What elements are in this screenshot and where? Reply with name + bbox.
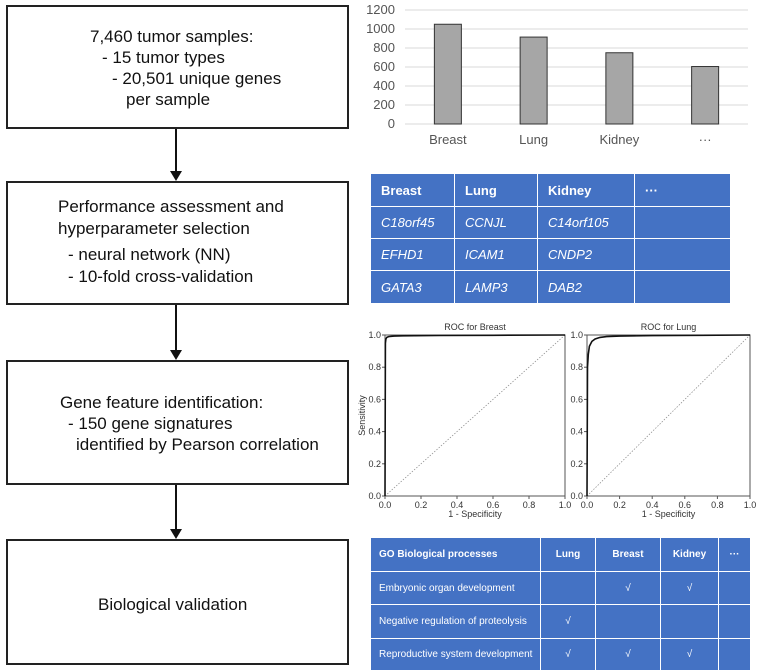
gene-table-cell: ICAM1 <box>455 239 538 271</box>
roc-xtick-label: 0.0 <box>580 500 594 510</box>
go-table-header: ··· <box>719 538 751 572</box>
roc-ytick-label: 0.2 <box>368 458 381 469</box>
go-table-cell: √ <box>596 639 661 671</box>
go-table-cell <box>719 639 751 671</box>
go-table-cell: √ <box>541 639 596 671</box>
roc-ytick-label: 0.0 <box>368 491 381 501</box>
bar <box>692 67 719 124</box>
go-table-cell <box>719 572 751 605</box>
gene-table-header: Kidney <box>538 174 635 207</box>
roc-xtick-label: 0.8 <box>711 500 724 510</box>
bar-ytick-label: 1000 <box>366 21 395 36</box>
gene-table-cell <box>635 239 731 271</box>
go-table-cell <box>541 572 596 605</box>
bar-chart <box>360 0 758 160</box>
roc-xtick-label: 0.2 <box>613 500 626 510</box>
roc-ytick-label: 1.0 <box>368 330 381 340</box>
roc-xtick-label: 1.0 <box>743 500 757 510</box>
roc-xtick-label: 0.2 <box>414 500 428 510</box>
gene-table-cell <box>635 271 731 304</box>
gene-table-cell: EFHD1 <box>371 239 455 271</box>
bar-ytick-label: 600 <box>373 59 395 74</box>
bar-ytick-label: 200 <box>373 97 395 112</box>
box-line: Biological validation <box>98 595 248 614</box>
flow-box-performance <box>6 181 349 305</box>
go-process-table <box>370 537 751 671</box>
gene-signature-table <box>370 173 731 304</box>
roc-xtick-label: 0.6 <box>678 500 692 510</box>
roc-ytick-label: 0.6 <box>570 394 583 405</box>
gene-table-header: Lung <box>455 174 538 207</box>
box-line: - 150 gene signatures <box>68 414 233 433</box>
roc-xtick-label: 0.6 <box>486 500 500 510</box>
roc-xtick-label: 0.4 <box>450 500 464 510</box>
go-table-header: Breast <box>596 538 661 572</box>
gene-table-cell: CNDP2 <box>538 239 635 271</box>
bar-ytick-label: 400 <box>373 78 395 93</box>
box-line: hyperparameter selection <box>58 219 250 238</box>
box-line: - 15 tumor types <box>102 48 225 67</box>
gene-table-cell <box>635 207 731 239</box>
go-table-cell: Negative regulation of proteolysis <box>371 605 541 639</box>
roc-ytick-label: 0.2 <box>570 458 583 469</box>
gene-table-cell: C18orf45 <box>371 207 455 239</box>
roc-title: ROC for Breast <box>444 322 506 332</box>
go-table-cell: √ <box>661 639 719 671</box>
gene-table-header: Breast <box>371 174 455 207</box>
gene-table-cell: DAB2 <box>538 271 635 304</box>
go-table-header: Lung <box>541 538 596 572</box>
roc-xtick-label: 0.4 <box>645 500 659 510</box>
flow-arrow <box>175 129 177 179</box>
gene-table-cell: C14orf105 <box>538 207 635 239</box>
roc-diagonal <box>385 335 565 496</box>
roc-ytick-label: 1.0 <box>570 330 583 340</box>
box-line: 7,460 tumor samples: <box>90 27 254 46</box>
gene-table-cell: CCNJL <box>455 207 538 239</box>
go-table-cell: √ <box>596 572 661 605</box>
gene-table-header: ··· <box>635 174 731 207</box>
roc-xtick-label: 0.0 <box>378 500 392 510</box>
roc-ytick-label: 0.8 <box>368 362 381 373</box>
box-line: per sample <box>126 90 211 109</box>
go-table-cell <box>661 605 719 639</box>
box-line: Performance assessment and <box>58 197 284 216</box>
box-line: - 10-fold cross-validation <box>68 267 254 286</box>
go-table-header: Kidney <box>661 538 719 572</box>
roc-xtick-label: 0.8 <box>522 500 536 510</box>
roc-ylabel: Sensitivity <box>357 395 367 436</box>
box-line: identified by Pearson correlation <box>76 435 319 454</box>
bar-ytick-label: 1200 <box>366 2 395 17</box>
go-table-cell: √ <box>661 572 719 605</box>
roc-diagonal <box>587 335 750 496</box>
bar <box>434 24 461 124</box>
bar-category-label: ··· <box>698 132 712 147</box>
roc-xlabel: 1 - Specificity <box>448 509 502 519</box>
roc-ytick-label: 0.4 <box>570 426 583 437</box>
roc-ytick-label: 0.8 <box>570 362 583 373</box>
roc-xtick-label: 1.0 <box>558 500 572 510</box>
roc-xlabel: 1 - Specificity <box>641 509 696 519</box>
roc-ytick-label: 0.4 <box>368 426 381 437</box>
flow-box-gene-features <box>6 360 349 485</box>
bar-ytick-label: 0 <box>387 116 395 131</box>
flow-box-samples <box>6 5 349 129</box>
roc-title: ROC for Lung <box>640 322 697 332</box>
flow-arrow <box>175 485 177 537</box>
box-line: Gene feature identification: <box>60 393 264 412</box>
go-table-header: GO Biological processes <box>371 538 541 572</box>
roc-breast-chart <box>357 318 575 523</box>
roc-ytick-label: 0.0 <box>570 491 583 501</box>
roc-lung-chart <box>567 318 758 523</box>
roc-ytick-label: 0.6 <box>368 394 381 405</box>
go-table-cell: √ <box>541 605 596 639</box>
gene-table-cell: LAMP3 <box>455 271 538 304</box>
bar <box>520 37 547 124</box>
bar-ytick-label: 800 <box>373 40 395 55</box>
go-table-cell <box>719 605 751 639</box>
bar <box>606 53 633 124</box>
bar-category-label: Breast <box>429 132 467 147</box>
box-line: - neural network (NN) <box>68 245 231 264</box>
bar-category-label: Lung <box>519 132 549 147</box>
flow-arrow <box>175 305 177 358</box>
box-line: - 20,501 unique genes <box>112 69 282 88</box>
gene-table-cell: GATA3 <box>371 271 455 304</box>
flow-box-biological-validation <box>6 539 349 665</box>
bar-category-label: Kidney <box>599 132 640 147</box>
go-table-cell <box>596 605 661 639</box>
go-table-cell: Embryonic organ development <box>371 572 541 605</box>
go-table-cell: Reproductive system development <box>371 639 541 671</box>
